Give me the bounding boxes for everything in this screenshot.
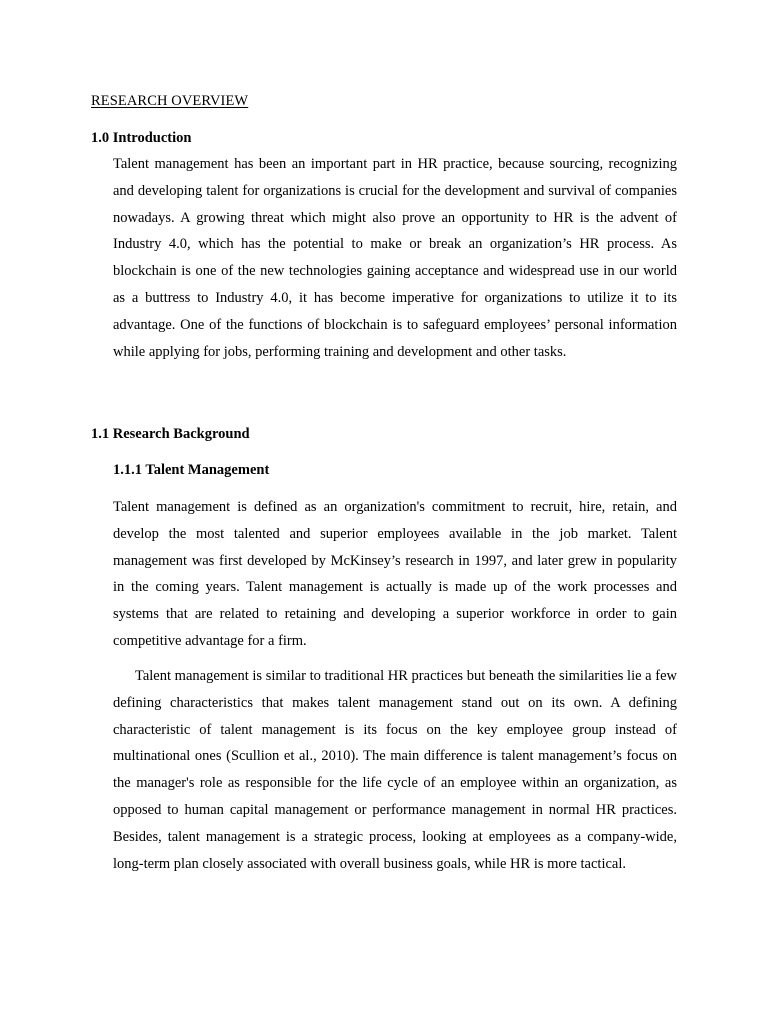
introduction-paragraph: Talent management has been an important part in HR practice, because sourcing, recognizing and developing talent for organizations is crucial for the development and survival of companies nowadays. A growing threat which might also prove an opportunity to HR is the advent of Industry 4.0, which has the potential to make or break an organization’s HR process. As blockchain is one of the new technologies gaining acceptance and widespread use in our world as a buttress to Industry 4.0, it has become imperative for organizations to utilize it to its advantage. One of the functions of blockchain is to safeguard employees’ personal information while applying for jobs, performing training and development and other tasks. (113, 156, 677, 360)
research-background-heading: 1.1 Research Background (91, 426, 250, 442)
talent-management-heading: 1.1.1 Talent Management (113, 462, 270, 478)
document-title: RESEARCH OVERVIEW (91, 93, 249, 109)
talent-management-paragraph-2: Talent management is similar to traditional HR practices but beneath the similarities lie a few defining characteristics that makes talent management stand out on its own. A defining characteristic of talent management is its focus on the key employee group instead of multinational ones (Scullion et al., 2010). The main difference is talent management’s focus on the manager's role as responsible for the life cycle of an employee within an organization, as opposed to human capital management or performance management in normal HR practices. Besides, talent management is a strategic process, looking at employees as a company-wide, long-term plan closely associated with overall business goals, while HR is more tactical. (113, 668, 677, 872)
talent-management-paragraph-1: Talent management is defined as an organization's commitment to recruit, hire, retain, and develop the most talented and superior employees available in the job market. Talent management was first developed by McKinsey’s research in 1997, and later grew in popularity in the coming years. Talent management is actually is made up of the work processes and systems that are related to retaining and developing a superior workforce in order to gain competitive advantage for a firm. (113, 499, 677, 649)
introduction-heading: 1.0 Introduction (91, 130, 192, 146)
